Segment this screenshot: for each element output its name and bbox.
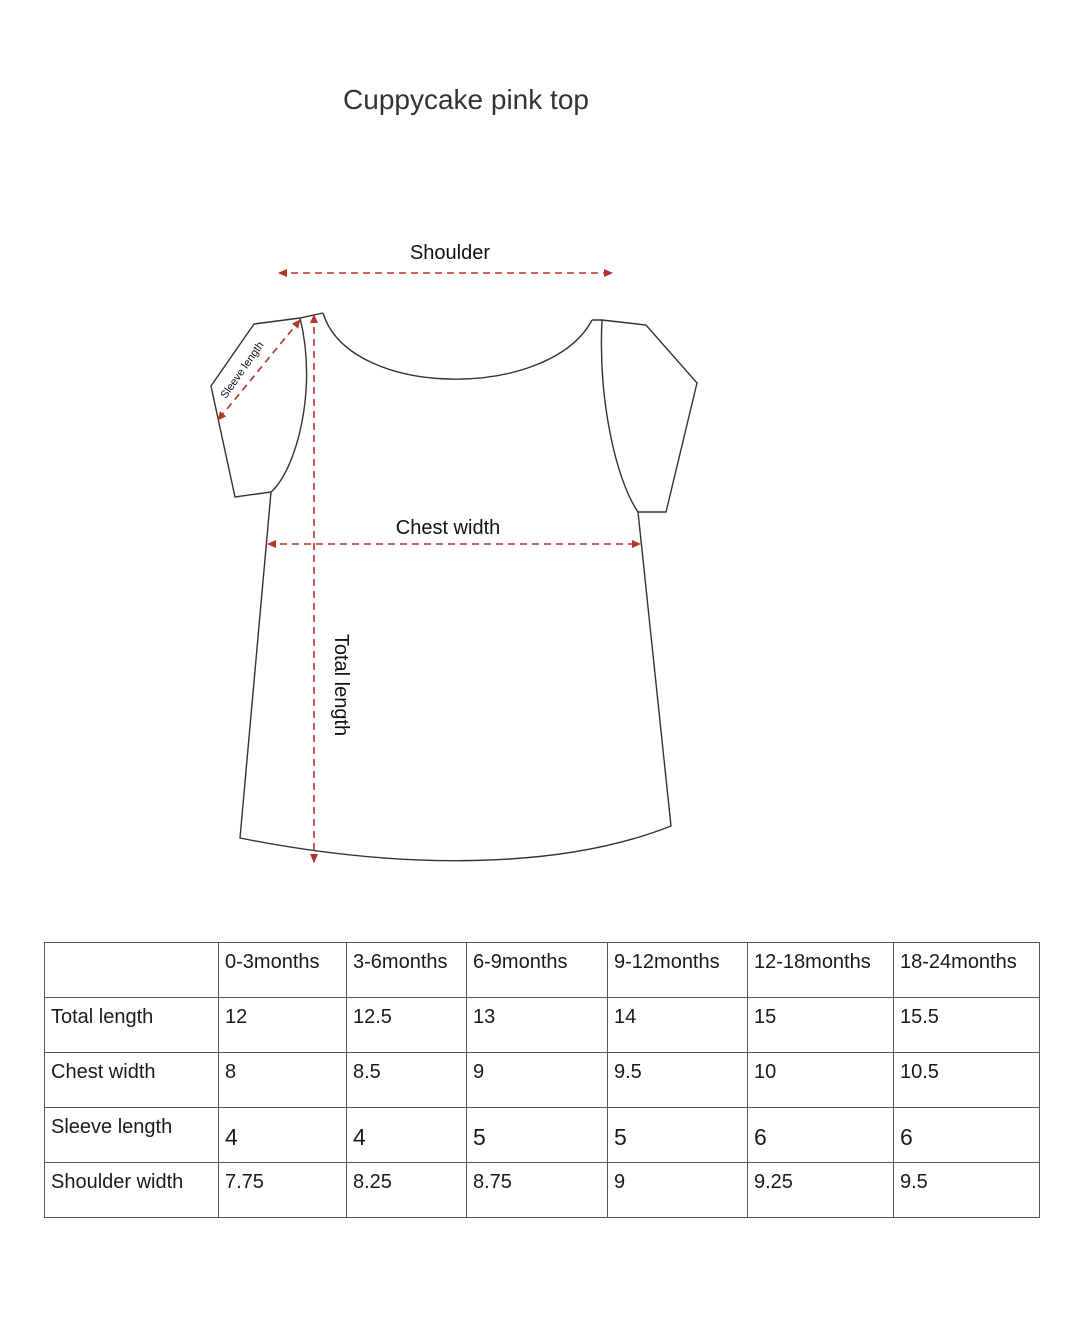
table-cell: 10 xyxy=(748,1053,894,1108)
sleeve-length-arrow xyxy=(218,320,300,420)
table-header-cell: 0-3months xyxy=(219,943,347,998)
table-cell: 9.5 xyxy=(894,1163,1040,1218)
top-outline-left-body xyxy=(323,313,592,379)
total-length-label: Total length xyxy=(330,633,352,737)
table-cell: 9.25 xyxy=(748,1163,894,1218)
table-row xyxy=(45,998,1040,1053)
table-row xyxy=(45,1163,1040,1218)
table-cell: 9 xyxy=(608,1163,748,1218)
left-sleeve-outline xyxy=(211,313,323,497)
sleeve-length-label: Sleeve length xyxy=(218,339,267,402)
table-cell: 8.75 xyxy=(467,1163,608,1218)
row-label-cell: Chest width xyxy=(45,1053,219,1108)
table-cell: 8.5 xyxy=(347,1053,467,1108)
table-cell: 5 xyxy=(608,1108,748,1163)
table-cell: 14 xyxy=(608,998,748,1053)
table-cell: 4 xyxy=(347,1108,467,1163)
table-cell: 15.5 xyxy=(894,998,1040,1053)
table-cell: 10.5 xyxy=(894,1053,1040,1108)
table-cell: 15 xyxy=(748,998,894,1053)
table-cell: 7.75 xyxy=(219,1163,347,1218)
table-header-row xyxy=(45,943,1040,998)
table-cell: 5 xyxy=(467,1108,608,1163)
table-cell: 9.5 xyxy=(608,1053,748,1108)
table-cell: 8 xyxy=(219,1053,347,1108)
row-label-cell: Sleeve length xyxy=(45,1108,219,1163)
chest-width-label: Chest width xyxy=(395,517,501,539)
table-cell: 8.25 xyxy=(347,1163,467,1218)
table-header-cell: 18-24months xyxy=(894,943,1040,998)
page-title: Cuppycake pink top xyxy=(343,84,589,115)
top-body-sides-hem xyxy=(240,492,671,861)
table-header-cell: 3-6months xyxy=(347,943,467,998)
table-cell: 12 xyxy=(219,998,347,1053)
shoulder-label: Shoulder xyxy=(409,242,491,264)
size-chart-table xyxy=(44,942,1040,1218)
row-label-cell: Total length xyxy=(45,998,219,1053)
row-label-cell: Shoulder width xyxy=(45,1163,219,1218)
table-header-cell: 12-18months xyxy=(748,943,894,998)
table-header-cell: 6-9months xyxy=(467,943,608,998)
table-cell: 6 xyxy=(748,1108,894,1163)
table-cell: 12.5 xyxy=(347,998,467,1053)
table-cell: 4 xyxy=(219,1108,347,1163)
table-header-cell: 9-12months xyxy=(608,943,748,998)
table-cell: 6 xyxy=(894,1108,1040,1163)
table-cell: 13 xyxy=(467,998,608,1053)
table-header-cell xyxy=(45,943,219,998)
right-sleeve-outline xyxy=(592,320,697,512)
table-cell: 9 xyxy=(467,1053,608,1108)
table-row xyxy=(45,1108,1040,1163)
table-row xyxy=(45,1053,1040,1108)
